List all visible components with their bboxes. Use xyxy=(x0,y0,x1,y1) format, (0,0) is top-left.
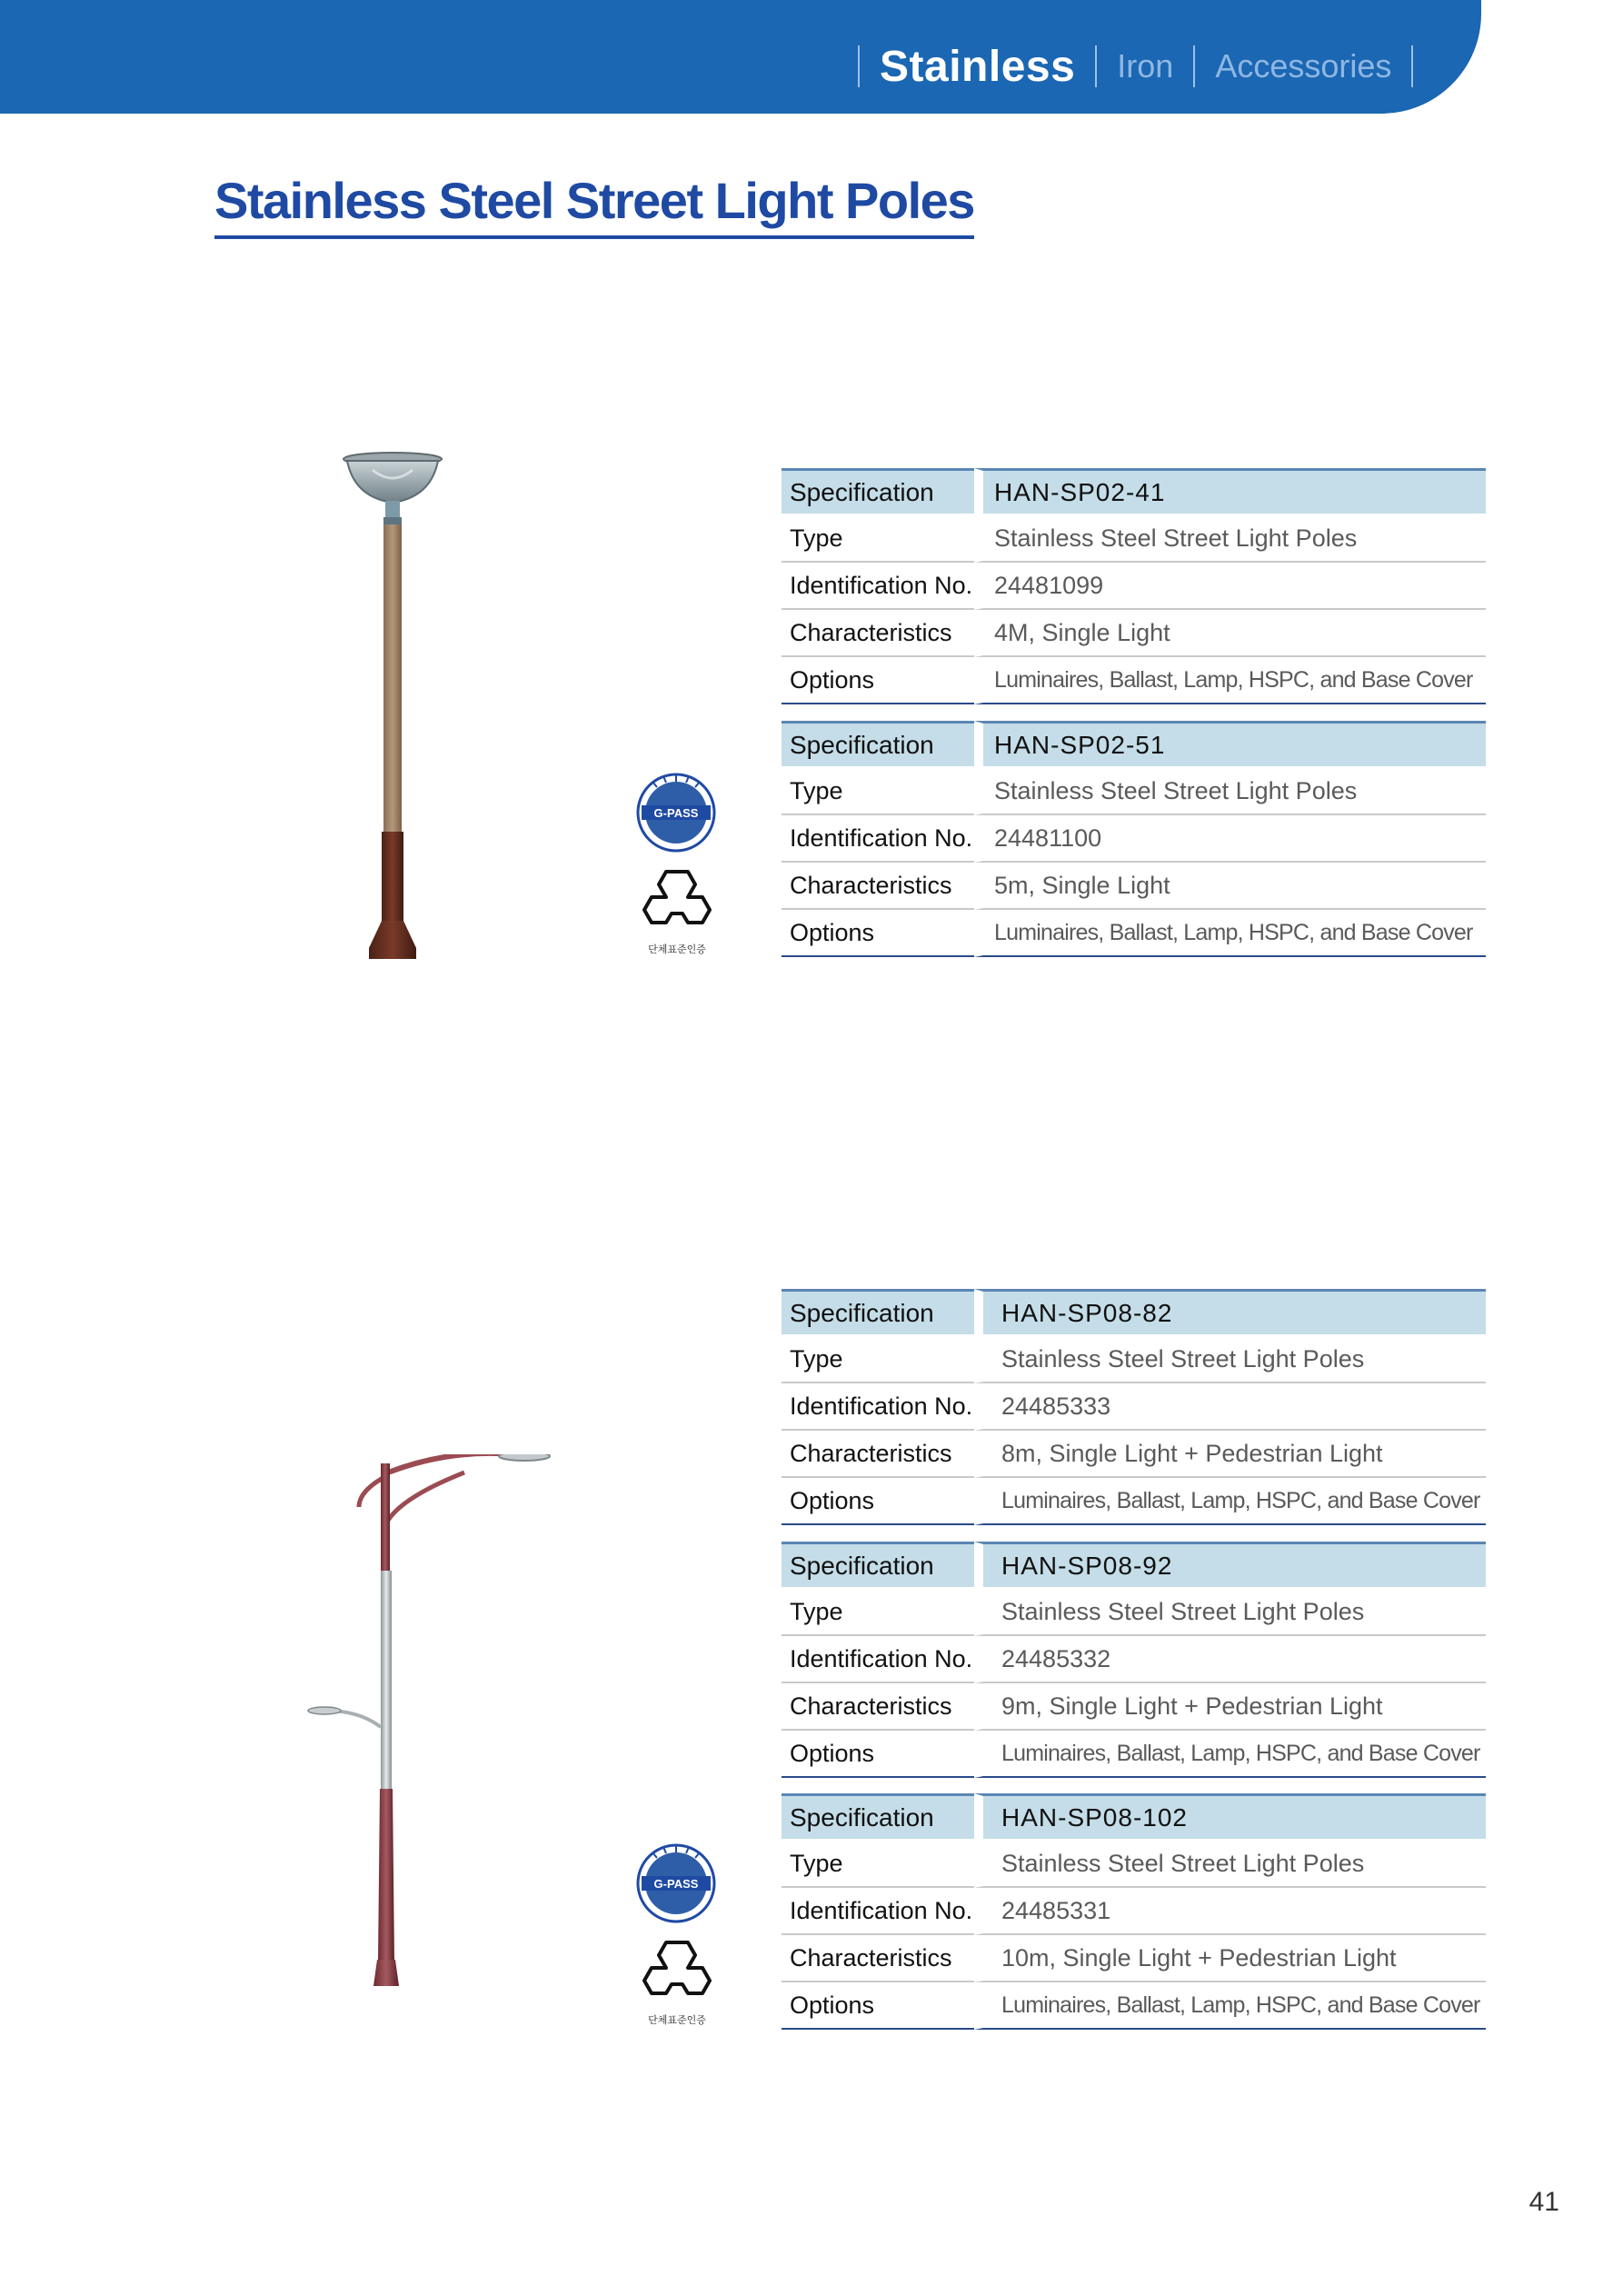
svg-text:G-PASS: G-PASS xyxy=(653,1877,699,1891)
page-number: 41 xyxy=(1528,2187,1559,2217)
table-row xyxy=(782,815,1486,863)
spec-label: Specification xyxy=(782,721,974,768)
g-pass-icon xyxy=(636,1843,716,1923)
svg-text:G-PASS: G-PASS xyxy=(653,806,699,820)
spec-label: Specification xyxy=(782,1793,974,1841)
table-row xyxy=(782,863,1486,910)
characteristics-value: 5m, Single Light xyxy=(974,863,1486,910)
characteristics-value: 9m, Single Light + Pedestrian Light xyxy=(974,1683,1486,1731)
options-label: Options xyxy=(782,657,974,704)
spec-label: Specification xyxy=(782,468,974,515)
identification-label: Identification No. xyxy=(782,1888,974,1935)
options-value: Luminaires, Ballast, Lamp, HSPC, and Base Cover xyxy=(974,1478,1486,1525)
spec-model: HAN-SP08-102 xyxy=(974,1793,1486,1841)
group-standard-icon xyxy=(641,1939,713,2008)
table-row xyxy=(782,1636,1486,1683)
type-label: Type xyxy=(782,1589,974,1636)
identification-label: Identification No. xyxy=(782,1383,974,1431)
spec-label: Specification xyxy=(782,1289,974,1336)
identification-value: 24481099 xyxy=(974,563,1486,610)
nav-divider xyxy=(1411,45,1413,87)
table-header-row xyxy=(782,1542,1486,1589)
twin-arm-light-pole-image xyxy=(304,1454,559,1995)
table-row xyxy=(782,1841,1486,1888)
type-value: Stainless Steel Street Light Poles xyxy=(974,515,1486,563)
characteristics-label: Characteristics xyxy=(782,610,974,657)
characteristics-value: 10m, Single Light + Pedestrian Light xyxy=(974,1935,1486,1982)
options-value: Luminaires, Ballast, Lamp, HSPC, and Base Cover xyxy=(974,910,1486,957)
identification-value: 24485331 xyxy=(974,1888,1486,1935)
characteristics-label: Characteristics xyxy=(782,1935,974,1982)
type-label: Type xyxy=(782,1841,974,1888)
group-standard-caption: 단체표준인증 xyxy=(648,2015,706,2026)
table-row xyxy=(782,1431,1486,1478)
spec-model: HAN-SP02-51 xyxy=(974,721,1486,768)
table-row xyxy=(782,1589,1486,1636)
table-row xyxy=(782,1731,1486,1778)
identification-value: 24485333 xyxy=(974,1383,1486,1431)
characteristics-label: Characteristics xyxy=(782,1431,974,1478)
spec-table-han-sp08-102 xyxy=(782,1793,1486,2030)
nav-item-accessories[interactable]: Accessories xyxy=(1215,47,1392,85)
type-value: Stainless Steel Street Light Poles xyxy=(974,1841,1486,1888)
table-header-row xyxy=(782,721,1486,768)
table-row xyxy=(782,610,1486,657)
characteristics-value: 4M, Single Light xyxy=(974,610,1486,657)
group-standard-caption: 단체표준인증 xyxy=(648,944,706,955)
table-row xyxy=(782,1982,1486,2030)
table-row xyxy=(782,1478,1486,1525)
type-value: Stainless Steel Street Light Poles xyxy=(974,768,1486,815)
options-value: Luminaires, Ballast, Lamp, HSPC, and Base Cover xyxy=(974,657,1486,704)
identification-value: 24485332 xyxy=(974,1636,1486,1683)
spec-table-han-sp08-82 xyxy=(782,1289,1486,1525)
table-row xyxy=(782,515,1486,563)
table-row xyxy=(782,563,1486,610)
spec-model: HAN-SP08-92 xyxy=(974,1542,1486,1589)
options-label: Options xyxy=(782,1731,974,1778)
table-row xyxy=(782,1888,1486,1935)
characteristics-value: 8m, Single Light + Pedestrian Light xyxy=(974,1431,1486,1478)
table-row xyxy=(782,1336,1486,1383)
table-row xyxy=(782,1683,1486,1731)
table-header-row xyxy=(782,468,1486,515)
nav-item-iron[interactable]: Iron xyxy=(1117,47,1174,85)
nav-divider xyxy=(1095,45,1097,87)
options-label: Options xyxy=(782,1982,974,2030)
nav-item-stainless[interactable]: Stainless xyxy=(880,42,1076,91)
identification-value: 24481100 xyxy=(974,815,1486,863)
identification-label: Identification No. xyxy=(782,563,974,610)
spec-table-han-sp02-41 xyxy=(782,468,1486,704)
spec-table-han-sp08-92 xyxy=(782,1542,1486,1778)
table-header-row xyxy=(782,1289,1486,1336)
table-header-row xyxy=(782,1793,1486,1841)
g-pass-icon xyxy=(636,773,716,853)
type-label: Type xyxy=(782,1336,974,1383)
category-nav xyxy=(838,35,1433,98)
options-value: Luminaires, Ballast, Lamp, HSPC, and Base Cover xyxy=(974,1982,1486,2030)
nav-divider xyxy=(1193,45,1195,87)
table-row xyxy=(782,1935,1486,1982)
type-label: Type xyxy=(782,515,974,563)
spec-model: HAN-SP02-41 xyxy=(974,468,1486,515)
type-value: Stainless Steel Street Light Poles xyxy=(974,1336,1486,1383)
table-row xyxy=(782,768,1486,815)
options-label: Options xyxy=(782,1478,974,1525)
table-row xyxy=(782,657,1486,704)
type-label: Type xyxy=(782,768,974,815)
spec-model: HAN-SP08-82 xyxy=(974,1289,1486,1336)
table-row xyxy=(782,1383,1486,1431)
spec-label: Specification xyxy=(782,1542,974,1589)
page-title: Stainless Steel Street Light Poles xyxy=(214,171,974,239)
options-value: Luminaires, Ballast, Lamp, HSPC, and Base Cover xyxy=(974,1731,1486,1778)
identification-label: Identification No. xyxy=(782,1636,974,1683)
nav-divider xyxy=(858,45,860,87)
post-top-light-pole-image xyxy=(336,450,445,963)
table-row xyxy=(782,910,1486,957)
options-label: Options xyxy=(782,910,974,957)
identification-label: Identification No. xyxy=(782,815,974,863)
spec-table-han-sp02-51 xyxy=(782,721,1486,957)
characteristics-label: Characteristics xyxy=(782,1683,974,1731)
type-value: Stainless Steel Street Light Poles xyxy=(974,1589,1486,1636)
characteristics-label: Characteristics xyxy=(782,863,974,910)
group-standard-icon xyxy=(641,868,713,937)
